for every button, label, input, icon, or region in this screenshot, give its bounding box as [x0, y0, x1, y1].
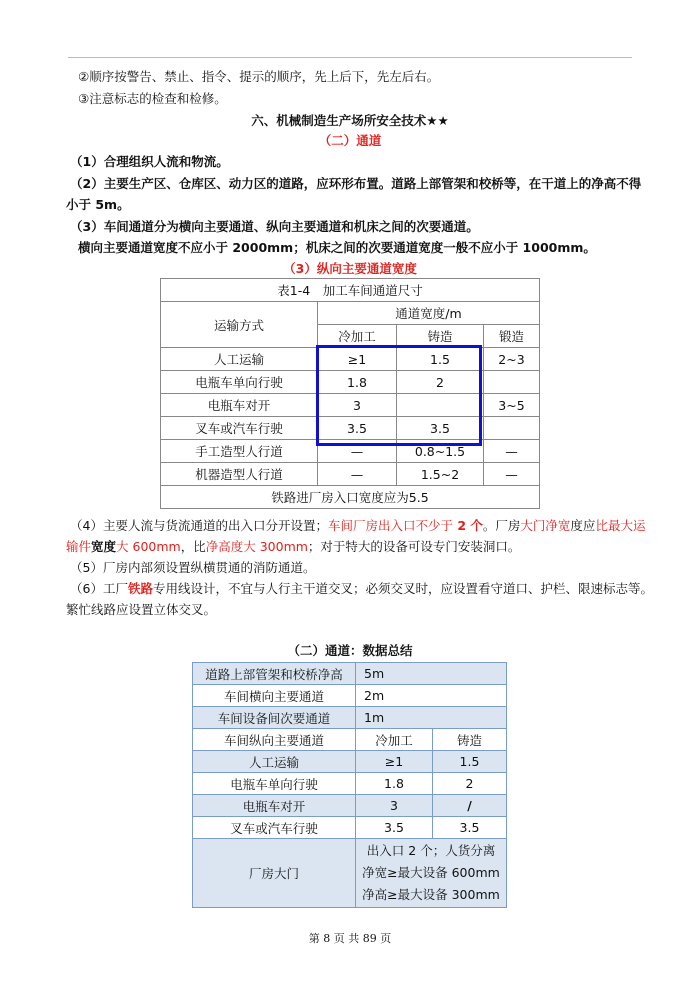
cell: 冷加工: [356, 729, 433, 751]
text: 专用线设计，不宜与人行主干道交叉；必须交叉时，应设置看守道口、护栏、限速标志等。: [152, 581, 653, 596]
cell: —: [318, 440, 397, 463]
cell: 手工造型人行道: [161, 440, 318, 463]
cell: [484, 417, 540, 440]
cell: 1.8: [356, 773, 433, 795]
column-header: 铸造: [397, 325, 484, 348]
cell: 5m: [356, 663, 507, 685]
cell: 2~3: [484, 348, 540, 371]
cell: 电瓶车对开: [161, 394, 318, 417]
cell: 道路上部管架和校桥净高: [193, 663, 356, 685]
subsection-heading: （二）通道: [318, 133, 382, 148]
cell: ≥1: [318, 348, 397, 371]
highlight: 比最大运: [595, 518, 646, 533]
cell: 3.5: [397, 417, 484, 440]
column-header: 运输方式: [161, 302, 318, 348]
cell: 车间横向主要通道: [193, 685, 356, 707]
cell: 电瓶车单向行驶: [193, 773, 356, 795]
cell: 1.5~2: [397, 463, 484, 486]
paragraph: [70, 579, 653, 599]
cell: ≥1: [356, 751, 433, 773]
cell-line: 净高≥最大设备 300mm: [362, 887, 500, 902]
table-row: [193, 729, 507, 751]
paragraph: （3）车间通道分为横向主要通道、纵向主要通道和机床之间的次要通道。: [70, 219, 479, 234]
cell: 3: [318, 394, 397, 417]
text: ；对于特大的设备可设专门安装洞口。: [307, 539, 521, 554]
text: ，比: [180, 539, 206, 554]
cell: —: [318, 463, 397, 486]
table-row: [193, 773, 507, 795]
cell: 0.8~1.5: [397, 440, 484, 463]
highlight: 铁路: [127, 581, 153, 596]
section-heading: 六、机械制造生产场所安全技术★★: [251, 113, 449, 128]
paragraph: [70, 516, 645, 536]
summary-title: （二）通道：数据总结: [287, 643, 413, 658]
summary-table: [192, 662, 507, 908]
cell: 电瓶车单向行驶: [161, 371, 318, 394]
cell: 1m: [356, 707, 507, 729]
table-row: [193, 707, 507, 729]
cell: 人工运输: [161, 348, 318, 371]
paragraph: 小于 5m。: [66, 197, 130, 212]
cell: 1.5: [397, 348, 484, 371]
cell-line: 出入口 2 个；人货分离: [366, 843, 496, 858]
table-row: [193, 795, 507, 817]
highlight: 输件: [66, 539, 92, 554]
cell: [484, 371, 540, 394]
table-row: [193, 751, 507, 773]
cell: 3: [356, 795, 433, 817]
table-row: [193, 685, 507, 707]
cell: 1.8: [318, 371, 397, 394]
cell: 1.5: [433, 751, 507, 773]
cell: /: [433, 795, 507, 817]
cell: 厂房大门: [193, 839, 356, 908]
highlight: 大 600mm: [116, 539, 181, 554]
table-row: [161, 463, 540, 486]
paragraph: [66, 537, 520, 557]
highlight: 2 个: [452, 518, 483, 533]
cell: 2: [433, 773, 507, 795]
cell-line: 净宽≥最大设备 600mm: [362, 865, 500, 880]
table-row: [193, 817, 507, 839]
column-header: 通道宽度/m: [318, 302, 540, 325]
cell: —: [484, 463, 540, 486]
cell: 车间纵向主要通道: [193, 729, 356, 751]
cell: 叉车或汽车行驶: [161, 417, 318, 440]
table-row: [193, 663, 507, 685]
cell: 铸造: [433, 729, 507, 751]
text: 。厂房: [482, 518, 521, 533]
header-divider: [68, 57, 632, 58]
column-header: 锻造: [484, 325, 540, 348]
cell: 3~5: [484, 394, 540, 417]
table-title: 表1-4 加工车间通道尺寸: [161, 279, 540, 302]
paragraph: （5）厂房内部须设置纵横贯通的消防通道。: [70, 560, 316, 575]
text: 度应: [570, 518, 596, 533]
highlight: 车间厂房出入口不少于: [327, 518, 453, 533]
column-header: 冷加工: [318, 325, 397, 348]
highlight: 净高度大 300mm: [205, 539, 308, 554]
text: 宽度: [91, 539, 117, 554]
cell: 3.5: [318, 417, 397, 440]
cell: —: [484, 440, 540, 463]
paragraph: （2）主要生产区、仓库区、动力区的道路，应环形布置。道路上部管架和校桥等，在干道上的净高不得: [70, 176, 642, 191]
paragraph: 横向主要通道宽度不应小于 2000mm；机床之间的次要通道宽度一般不应小于 1000mm。: [78, 240, 596, 255]
table-row: [193, 839, 507, 908]
cell: 3.5: [433, 817, 507, 839]
cell: 2: [397, 371, 484, 394]
text: （6）工厂: [70, 581, 128, 596]
table-heading: （3）纵向主要通道宽度: [283, 261, 417, 276]
cell: 机器造型人行道: [161, 463, 318, 486]
cell: 人工运输: [193, 751, 356, 773]
cell: 叉车或汽车行驶: [193, 817, 356, 839]
text-line: ③注意标志的检查和检修。: [78, 91, 227, 106]
cell: 车间设备间次要通道: [193, 707, 356, 729]
paragraph: （1）合理组织人流和物流。: [70, 154, 229, 169]
highlight-box: [316, 345, 482, 446]
text-line: ②顺序按警告、禁止、指令、提示的顺序，先上后下，先左后右。: [78, 69, 440, 84]
highlight: 大门净宽: [520, 518, 571, 533]
cell: 电瓶车对开: [193, 795, 356, 817]
cell: 2m: [356, 685, 507, 707]
table-footer: 铁路进厂房入口宽度应为5.5: [161, 486, 540, 509]
cell: 3.5: [356, 817, 433, 839]
page-footer: 第 8 页 共 89 页: [308, 932, 392, 945]
paragraph: 繁忙线路应设置立体交叉。: [66, 602, 217, 617]
text: （4）主要人流与货流通道的出入口分开设置；: [70, 518, 328, 533]
